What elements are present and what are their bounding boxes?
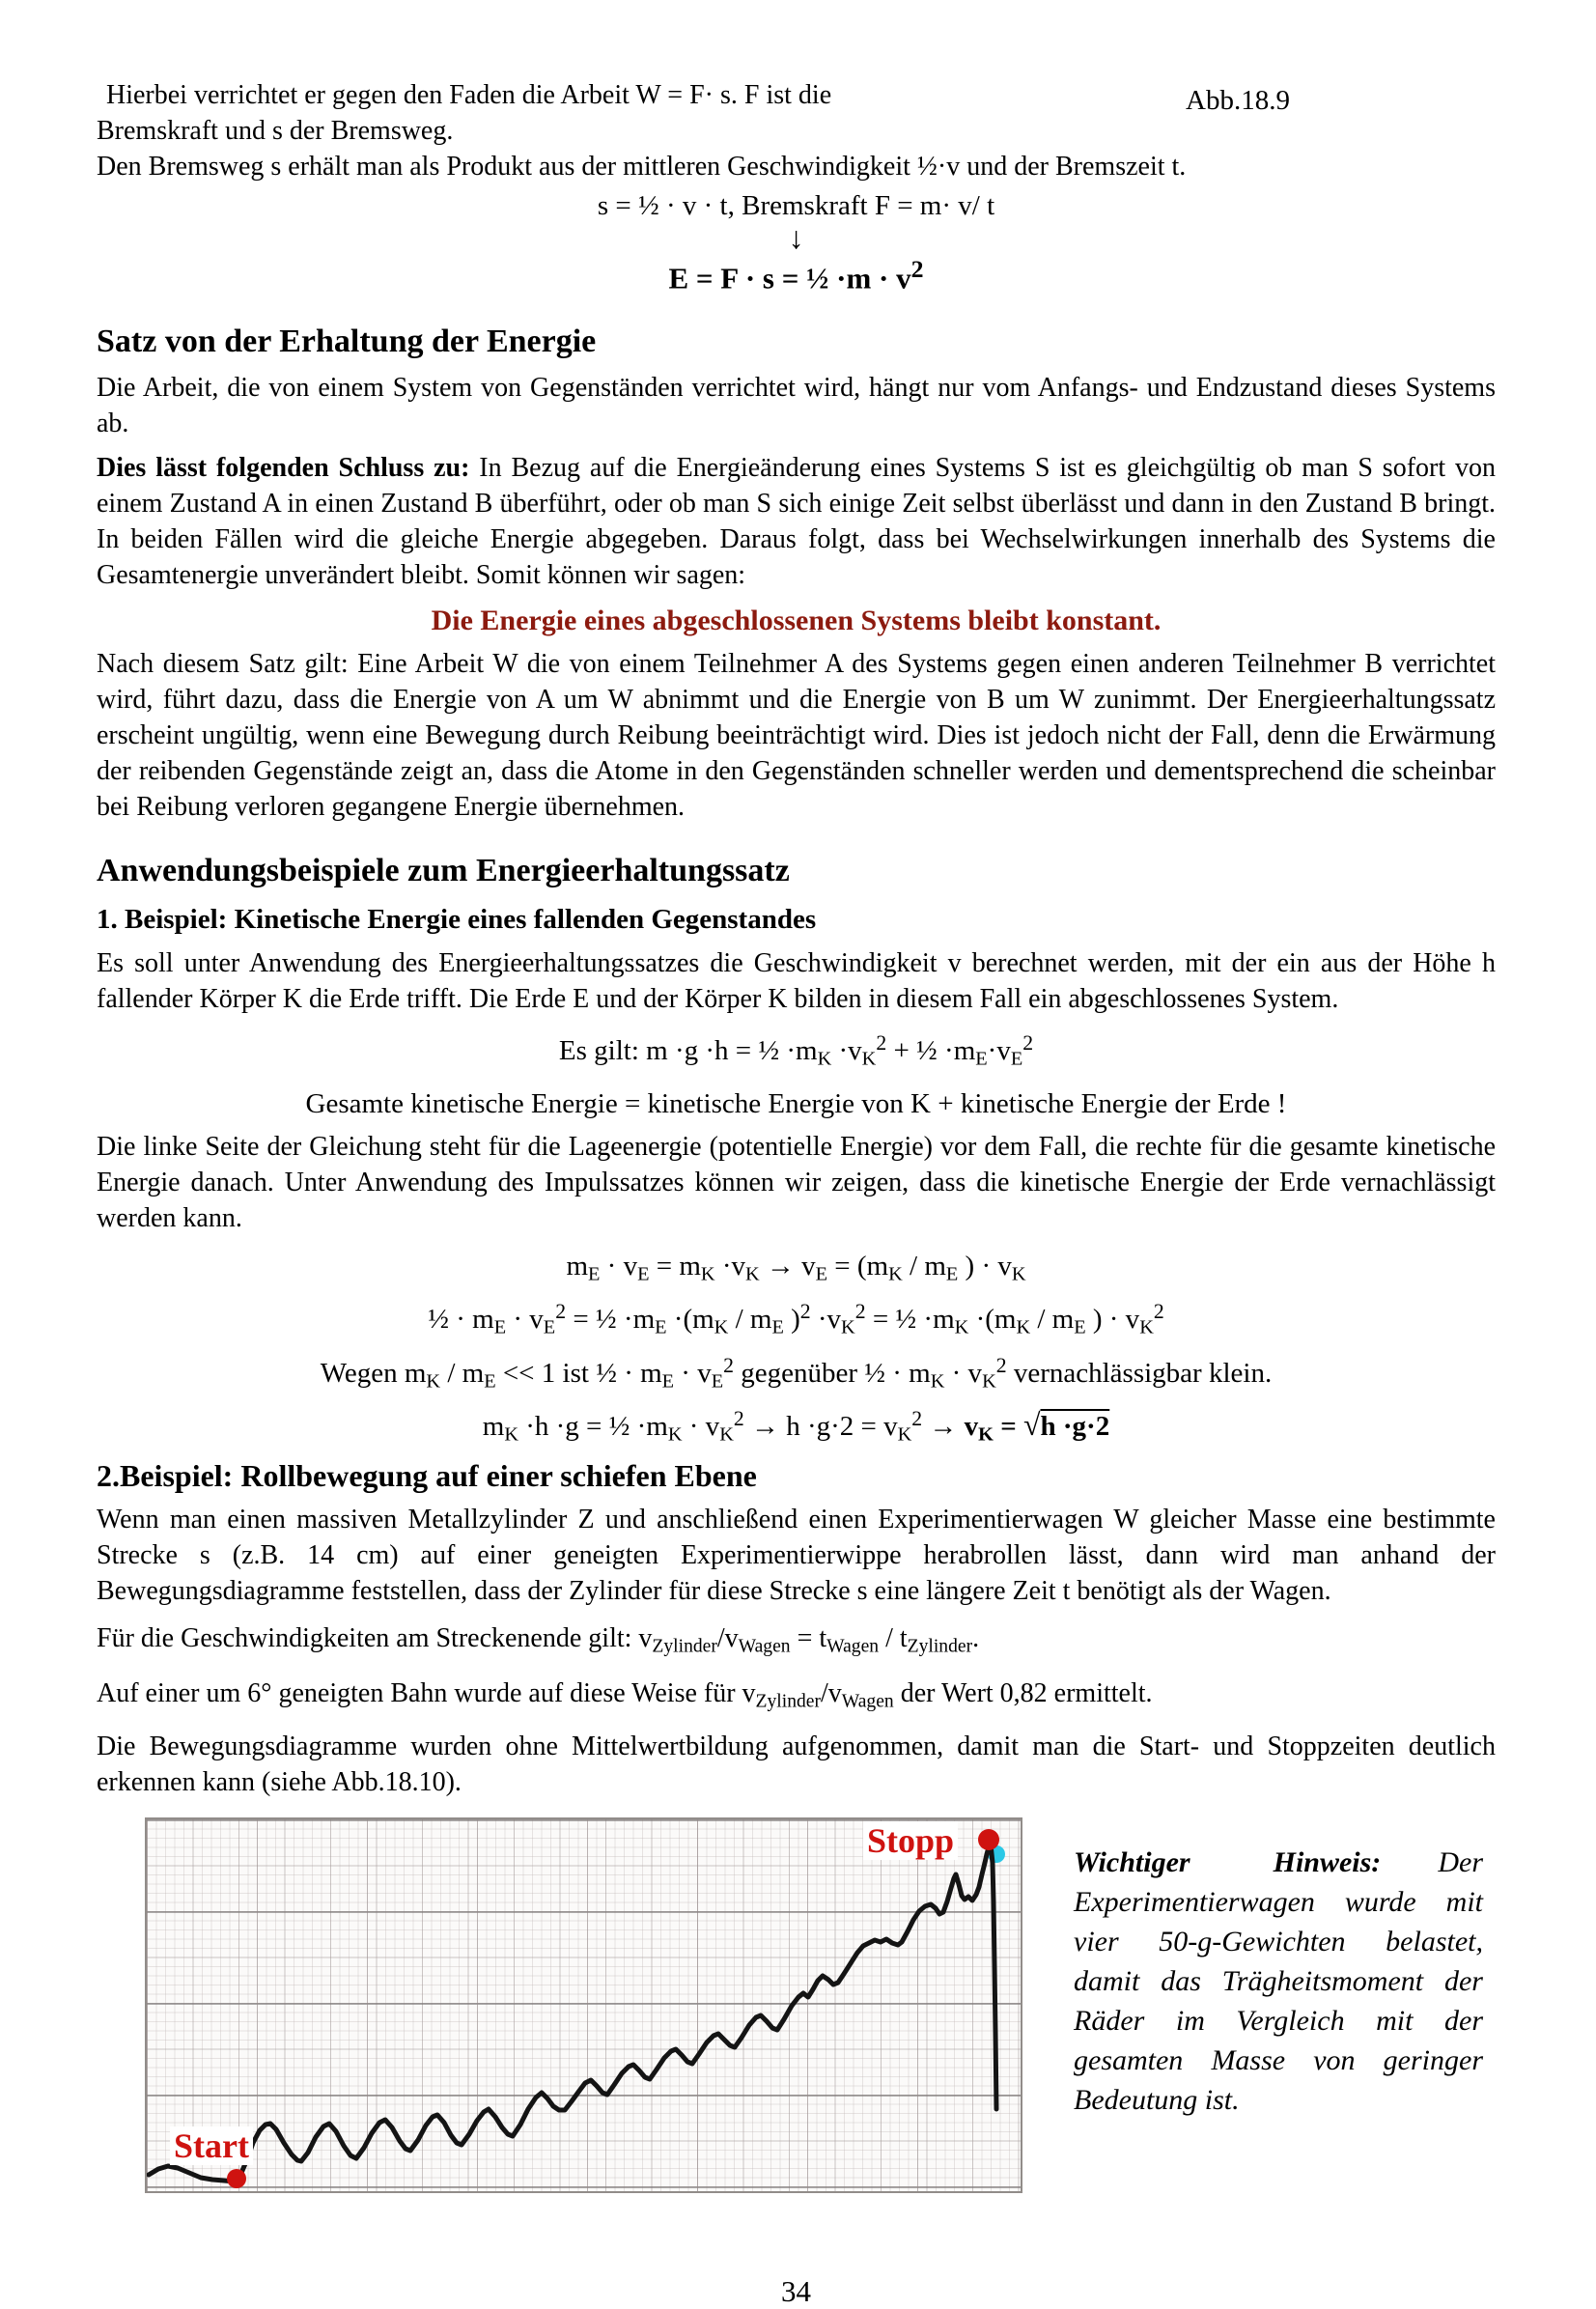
start-label: Start bbox=[170, 2126, 253, 2165]
example1-paragraph-2: Die linke Seite der Gleichung steht für die Lageenergie (potentielle Energie) vor dem Fall, die rechte für die gesamte kinetische Energie danach. Unter Anwendung des Impulssatzes können wir zeigen, dass die kinetische Energie der Erde vernachlässigt werden kann. bbox=[97, 1131, 1496, 1233]
paragraph-energy-law-2: Dies lässt folgenden Schluss zu: In Bezug auf die Energieänderung eines Systems S ist es gleichgültig ob man S sofort von einem Zustand A in einen Zustand B überführt, oder ob man S sich einige Zeit selbst überlässt und dann in den Zustand B bringt. In beiden Fällen wird die gleiche Energie abgegeben. Daraus folgt, dass bei Wechselwirkungen innerhalb des Systems die Gesamtenergie unverändert bleibt. Somit können wir sagen: bbox=[97, 453, 1497, 591]
formula-kinetic-comparison: ½ · $m_E \cdot v_E^2$ = ½ $\cdot m_E \cdot(m_K / m_E$ )$^2 \cdot v_K^2$ = ½ $\cdot m_K \cdot(m_K / m_E$ ) · $v_K^2$ bbox=[428, 1300, 1164, 1338]
figure-reference: Abb.18.9 bbox=[1186, 85, 1290, 116]
example2-paragraph-1: Wenn man einen massiven Metallzylinder Z und anschließend einen Experimentierwagen W gleicher Masse eine bestimmte Strecke s (z.B. 14 cm) auf einer geneigten Experimentierwippe herabrollen lässt, dann wird man anhand der Bewegungsdiagramme feststellen, dass der Zylinder für diese Strecke s eine längere Zeit t benötigt als der Wagen. bbox=[97, 1504, 1496, 1606]
intro-line-2: Bremskraft und s der Bremsweg. bbox=[97, 116, 454, 146]
stopp-label: Stopp bbox=[863, 1821, 958, 1860]
intro-line-3: Den Bremsweg s erhält man als Produkt aus der mittleren Geschwindigkeit ½·v und der Bremszeit t. bbox=[97, 152, 1187, 182]
formula-measured-value: Auf einer um 6° geneigten Bahn wurde auf diese Weise für $v_{Zylinder}/v_{Wagen}$ der Wert 0,82 ermittelt. bbox=[97, 1678, 1153, 1712]
paragraph-energy-law-3: Nach diesem Satz gilt: Eine Arbeit W die von einem Teilnehmer A des Systems gegen einen anderen Teilnehmer B verrichtet wird, führt dazu, dass die Energie von A um W abnimmt und die Energie von B um W zunimmt. Der Energieerhaltungssatz erscheint ungültig, wenn eine Bewegung durch Reibung beeinträchtigt wird. Dies ist jedoch nicht der Fall, denn die Erwärmung der reibenden Gegenstände zeigt an, dass die Atome in den Gegenständen schneller werden und dementsprechend die scheinbar bei Reibung verloren gegangene Energie übernehmen. bbox=[97, 649, 1496, 823]
down-arrow-icon: ↓ bbox=[788, 220, 804, 255]
start-dot bbox=[227, 2169, 246, 2188]
page-number: 34 bbox=[781, 2273, 811, 2308]
motion-diagram-svg bbox=[147, 1819, 1021, 2191]
figure-abb-18-10 bbox=[97, 1817, 1496, 2193]
example2-heading: 2.Beispiel: Rollbewegung auf einer schiefen Ebene bbox=[97, 1457, 757, 1493]
example1-paragraph-1: Es soll unter Anwendung des Energieerhaltungssatzes die Geschwindigkeit v berechnet werden, mit der ein aus der Höhe h fallender Körper K die Erde trifft. Die Erde E und der Körper K bilden in diesem Fall ein abgeschlossenes System. bbox=[97, 948, 1496, 1015]
formula-braking: s = ½ · v · t, Bremskraft F = m· v/ t bbox=[597, 190, 995, 221]
stopp-dot bbox=[978, 1829, 999, 1850]
example1-heading: 1. Beispiel: Kinetische Energie eines fallenden Gegenstandes bbox=[97, 904, 817, 936]
important-note: Wichtiger Hinweis: Der Experimentierwagen wurde mit vier 50-g-Gewichten belastet, damit das Trägheitsmoment der Räder im Vergleich mit der gesamten Masse von geringer Bedeutung ist. bbox=[1074, 1845, 1483, 2116]
paragraph-energy-law-1: Die Arbeit, die von einem System von Gegenständen verrichtet wird, hängt nur vom Anfangs- und Endzustand dieses Systems ab. bbox=[97, 373, 1496, 439]
kinetic-energy-note: Gesamte kinetische Energie = kinetische Energie von K + kinetische Energie der Erde ! bbox=[305, 1087, 1287, 1119]
motion-curve bbox=[149, 1844, 996, 2182]
example2-paragraph-2: Die Bewegungsdiagramme wurden ohne Mittelwertbildung aufgenommen, damit man die Start- und Stoppzeiten deutlich erkennen kann (siehe Abb.18.10). bbox=[97, 1731, 1496, 1797]
formula-negligible: Wegen $m_K / m_E << 1$ ist ½ · $m_E \cdot v_E^2$ gegenüber ½ · $m_K \cdot v_K^2$ vernachlässigbar klein. bbox=[320, 1353, 1273, 1393]
formula-result-vk: $m_K \cdot h \cdot g$ = ½ $\cdot m_K \cdot v_K^2 \to h \cdot g\cdot 2 = v_K^2 \to v_K = √h \cdot g\cdot 2$ bbox=[482, 1407, 1110, 1446]
section-heading-energy-law: Satz von der Erhaltung der Energie bbox=[97, 324, 597, 360]
motion-diagram-chart bbox=[145, 1817, 1022, 2193]
formula-velocity-ratio: Für die Geschwindigkeiten am Streckenende gilt: $v_{Zylinder}/v_{Wagen} = t_{Wagen} / t_{Zylinder}$. bbox=[97, 1622, 980, 1657]
section-heading-examples: Anwendungsbeispiele zum Energieerhaltungssatz bbox=[97, 853, 790, 889]
formula-energy-balance: Es gilt: m ·g ·h = ½ $\cdot m_K \cdot v_K^2$ + ½ $\cdot m_E\cdot v_E^2$ bbox=[558, 1031, 1034, 1070]
energy-conservation-statement: Die Energie eines abgeschlossenen Systems bleibt konstant. bbox=[431, 605, 1162, 637]
formula-kinetic-energy: E = F · s = ½ $\cdot m \cdot v^2$ bbox=[668, 255, 924, 296]
intro-line-1: Hierbei verrichtet er gegen den Faden die Arbeit W = F· s. F ist die bbox=[106, 80, 832, 110]
formula-momentum: $m_E \cdot v_E = m_K \cdot v_K \to v_E = (m_K / m_E$ ) · $v_K$ bbox=[566, 1250, 1026, 1285]
